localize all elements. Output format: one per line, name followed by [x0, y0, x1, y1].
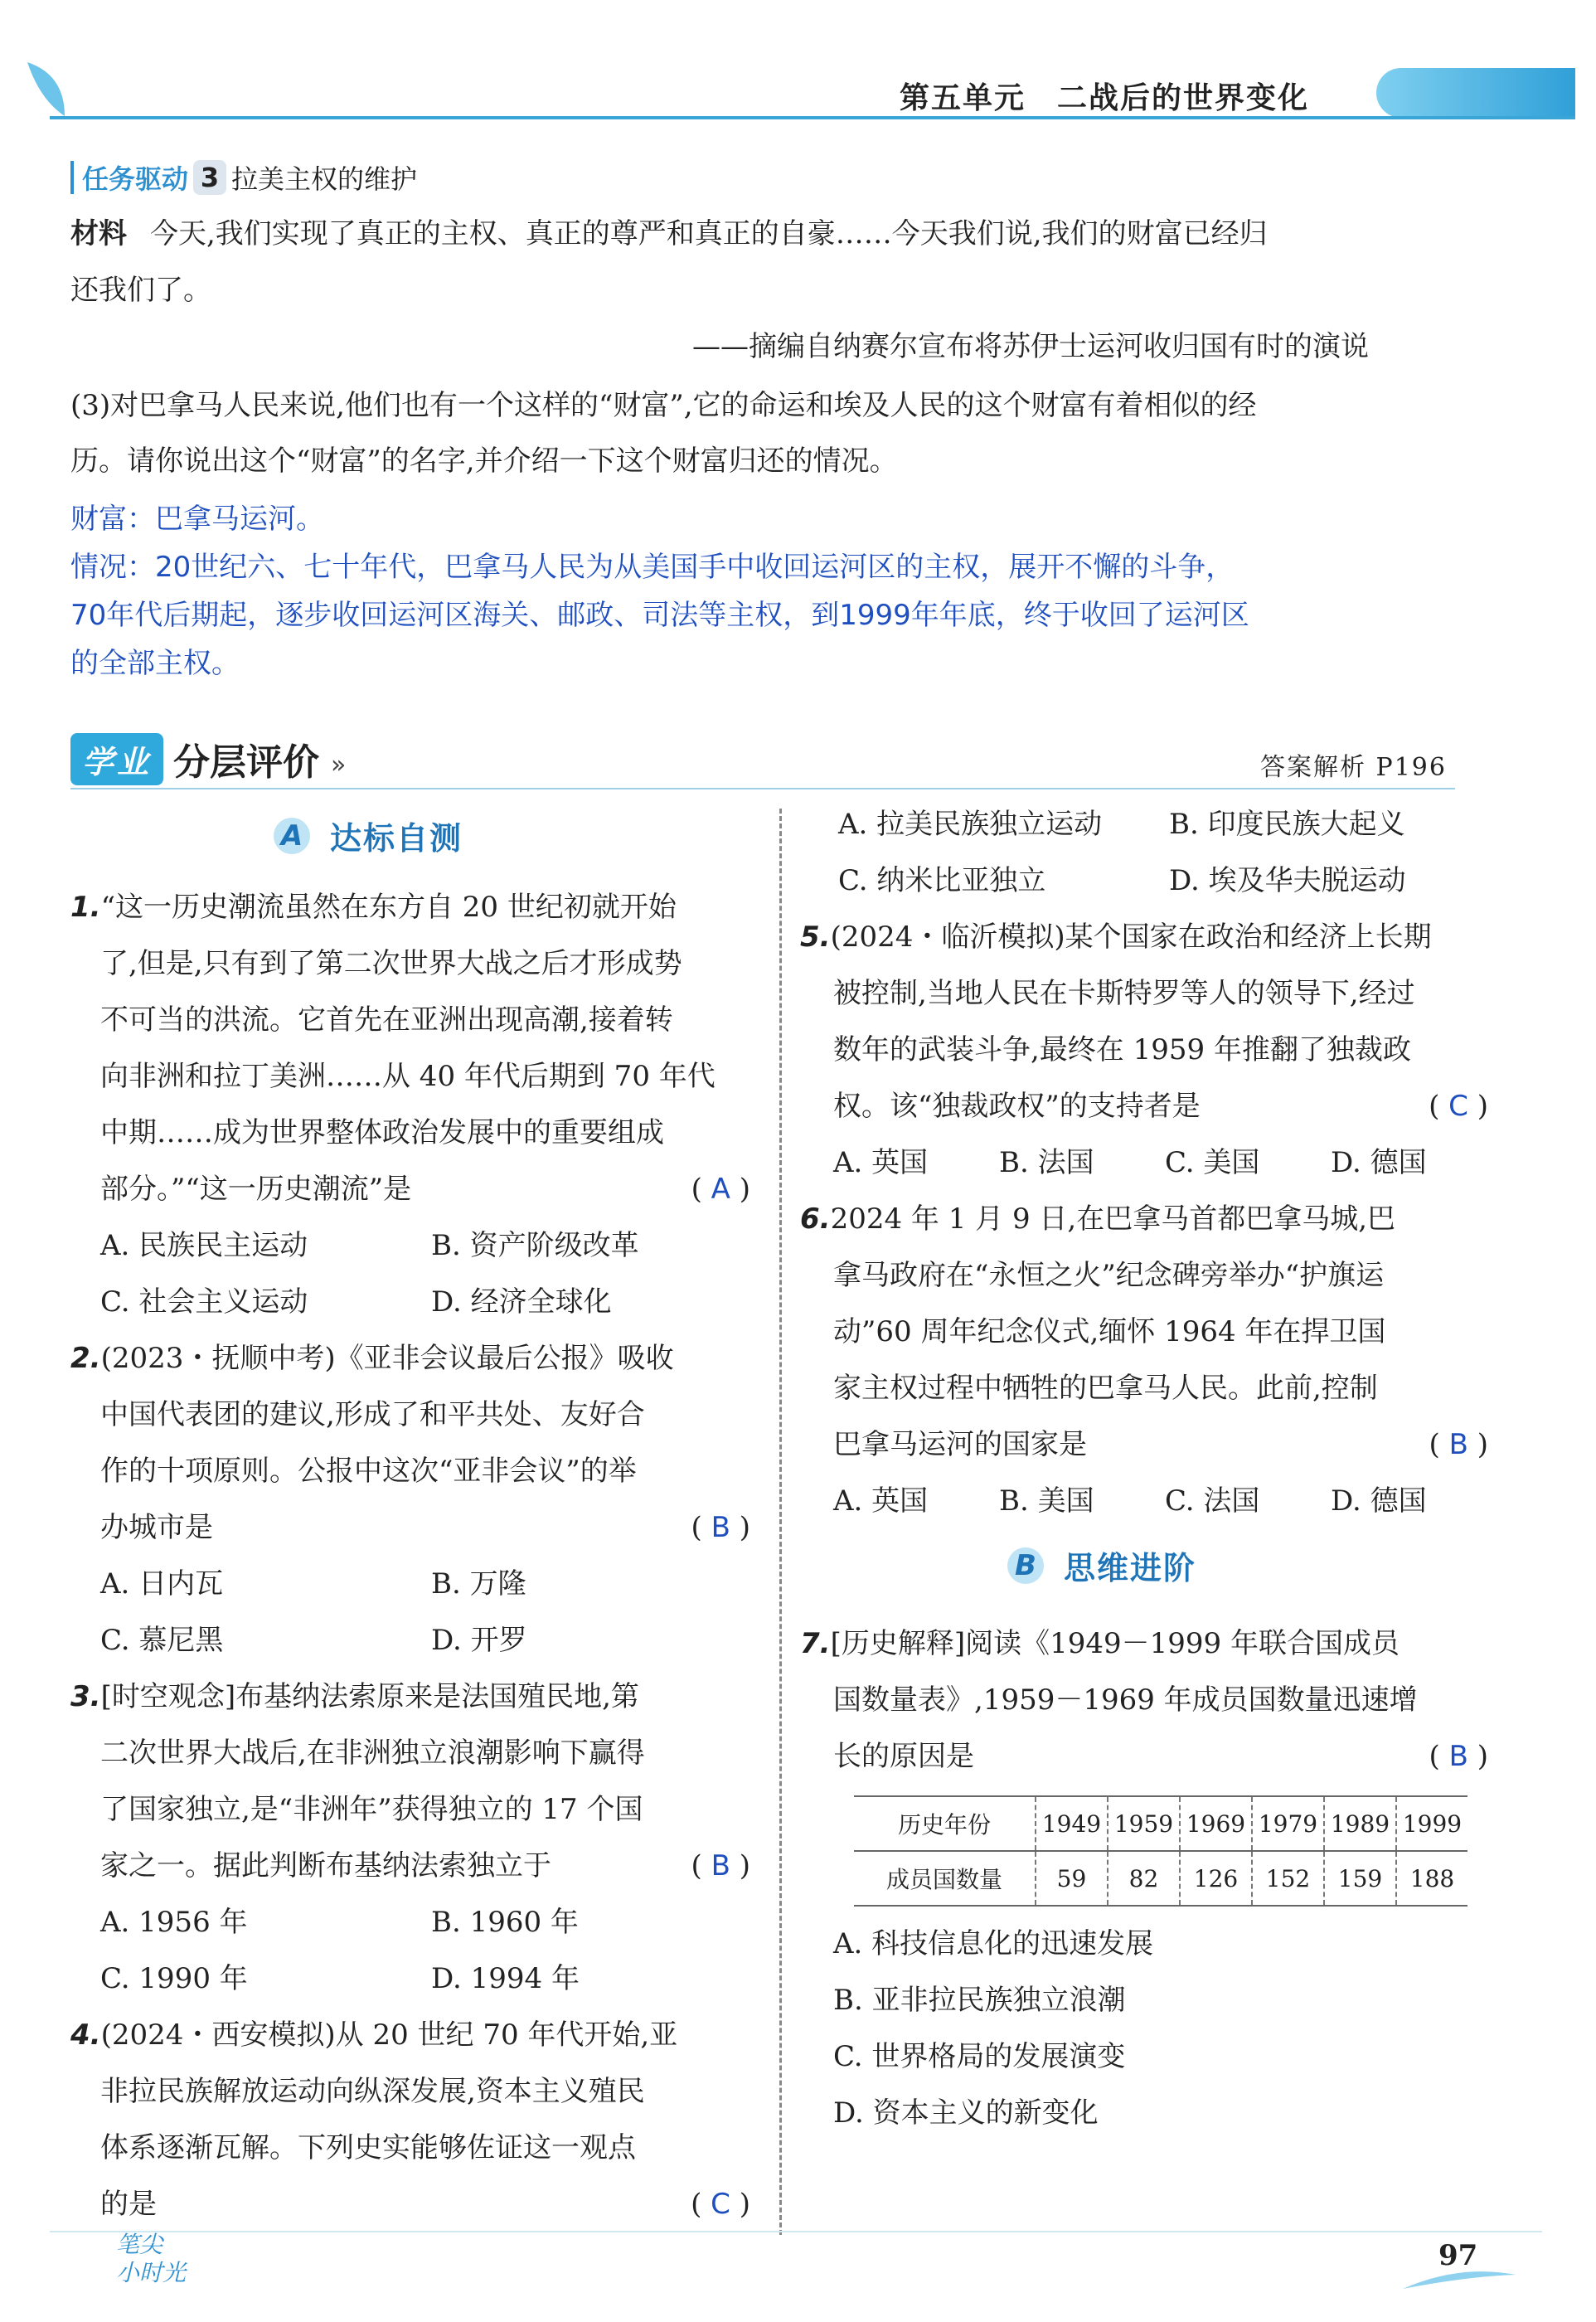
- question-7-line: [800, 1728, 1488, 1785]
- material-line-2: 还我们了。: [70, 274, 211, 307]
- answer-3-line-4: 的全部主权。: [70, 647, 240, 680]
- question-text: [历史解释]阅读《1949－1999 年联合国成员: [830, 1627, 1400, 1660]
- material-line-1: [70, 206, 1268, 262]
- question-3-line: 二次世界大战后,在非洲独立浪潮影响下赢得: [100, 1737, 645, 1770]
- question-7-options: [833, 1916, 1153, 2141]
- question-4-line: [70, 2176, 750, 2232]
- table-cell: 82: [1108, 1851, 1180, 1906]
- answer-3-line-1: 财富：巴拿马运河。: [70, 503, 324, 536]
- option: A. 拉美民族独立运动: [838, 808, 1103, 841]
- table-cell: 1979: [1252, 1796, 1324, 1851]
- question-text: (2024・临沂模拟)某个国家在政治和经济上长期: [830, 921, 1432, 954]
- question-number: 4.: [70, 2018, 101, 2052]
- option: D. 德国: [1331, 1146, 1427, 1179]
- option: C. 慕尼黑: [100, 1624, 224, 1657]
- question-7-line: 国数量表》,1959－1969 年成员国数量迅速增: [833, 1683, 1418, 1717]
- answer-paren: ( B ): [691, 1511, 750, 1544]
- footer-brand-line-2: 小时光: [116, 2259, 187, 2286]
- task-number: 3: [193, 160, 226, 195]
- answer-letter: B: [711, 1511, 730, 1544]
- table-cell: 59: [1036, 1851, 1108, 1906]
- page-number: 97: [1438, 2239, 1478, 2272]
- question-2-line: 中国代表团的建议,形成了和平共处、友好合: [100, 1398, 645, 1431]
- question-text: 的是: [100, 2188, 157, 2221]
- options-row: [70, 1217, 750, 1274]
- question-number: 1.: [70, 891, 101, 924]
- option: A. 日内瓦: [100, 1567, 224, 1601]
- option: D. 经济全球化: [431, 1285, 612, 1319]
- question-3-choice: [70, 1669, 750, 2007]
- option: A. 英国: [833, 1484, 929, 1518]
- question-5-line: 被控制,当地人民在卡斯特罗等人的领导下,经过: [833, 977, 1415, 1010]
- question-6-line: 家主权过程中牺牲的巴拿马人民。此前,控制: [833, 1372, 1378, 1405]
- question-number: 3.: [70, 1680, 101, 1713]
- answer-3-line-2: 情况：20世纪六、七十年代，巴拿马人民为从美国手中收回运河区的主权，展开不懈的斗争，: [70, 551, 1235, 584]
- leaf-icon: [23, 58, 73, 124]
- table-cell: 1959: [1108, 1796, 1180, 1851]
- answer-3-line-3: 70年代后期起，逐步收回运河区海关、邮政、司法等主权，到1999年年底，终于收回了运河区: [70, 599, 1249, 632]
- question-6-line: 拿马政府在“永恒之火”纪念碑旁举办“护旗运: [833, 1259, 1385, 1292]
- option: D. 埃及华夫脱运动: [1169, 864, 1406, 897]
- table-cell: 152: [1252, 1851, 1324, 1906]
- option: D. 德国: [1331, 1484, 1427, 1518]
- question-3-line: [70, 1669, 750, 1725]
- answer-paren: ( C ): [1429, 1090, 1488, 1123]
- options-row: [70, 1274, 750, 1330]
- answer-letter: C: [711, 2188, 730, 2221]
- section-heading: [70, 730, 346, 788]
- question-2-line: [70, 1499, 750, 1556]
- question-text: 权。该“独裁政权”的支持者是: [833, 1090, 1201, 1123]
- option: D. 开罗: [431, 1624, 527, 1657]
- option: B. 印度民族大起义: [1169, 808, 1405, 841]
- feather-icon: [1401, 2268, 1517, 2293]
- answer-letter: B: [1448, 1428, 1468, 1461]
- question-1-line: 了,但是,只有到了第二次世界大战之后才形成势: [100, 947, 682, 980]
- question-number: 7.: [800, 1627, 831, 1660]
- option: B. 亚非拉民族独立浪潮: [833, 1984, 1126, 2017]
- answer-paren: ( B ): [1429, 1428, 1488, 1461]
- answer-paren: ( C ): [691, 2188, 750, 2221]
- question-5-line: [800, 1078, 1488, 1134]
- table-cell: 1989: [1324, 1796, 1396, 1851]
- table-cell: 历史年份: [854, 1796, 1036, 1851]
- section-badge: 学业: [70, 733, 163, 785]
- option: B. 万隆: [431, 1567, 526, 1601]
- question-1-line: 向非洲和拉丁美洲……从 40 年代后期到 70 年代: [100, 1060, 716, 1093]
- table-row: [854, 1796, 1467, 1851]
- option: C. 社会主义运动: [100, 1285, 308, 1319]
- double-chevron-icon: »: [331, 750, 347, 780]
- options-row: [808, 796, 1488, 853]
- option: C. 1990 年: [100, 1962, 248, 1995]
- question-text: (2024・西安模拟)从 20 世纪 70 年代开始,亚: [100, 2018, 678, 2052]
- options-row: [808, 853, 1488, 909]
- answer-paren: ( B ): [691, 1849, 750, 1882]
- question-4-line: 体系逐渐瓦解。下列史实能够佐证这一观点: [100, 2131, 636, 2164]
- material-label: 材料: [70, 217, 127, 250]
- question-text: “这一历史潮流虽然在东方自 20 世纪初就开始: [100, 891, 677, 924]
- question-4-line: [70, 2007, 750, 2063]
- answer-letter: A: [711, 1173, 730, 1206]
- option: C. 美国: [1165, 1146, 1260, 1179]
- table-cell: 126: [1180, 1851, 1252, 1906]
- question-7-line: [800, 1615, 1488, 1672]
- part-b-title: 思维进阶: [1064, 1550, 1197, 1586]
- question-5: [800, 909, 1488, 1191]
- question-1-line: [70, 879, 750, 935]
- question-2-line: 作的十项原则。公报中这次“亚非会议”的举: [100, 1455, 637, 1488]
- option: B. 资产阶级改革: [431, 1229, 639, 1262]
- question-5-line: 数年的武装斗争,最终在 1959 年推翻了独裁政: [833, 1033, 1411, 1066]
- options-row: [70, 1894, 750, 1950]
- options-row: [70, 1556, 750, 1612]
- table-cell: 1949: [1036, 1796, 1108, 1851]
- option: D. 资本主义的新变化: [833, 2096, 1099, 2130]
- answer-letter: B: [1448, 1740, 1468, 1773]
- options-row: [70, 1950, 750, 2007]
- option: A. 科技信息化的迅速发展: [833, 1927, 1154, 1960]
- question-1-line: 不可当的洪流。它首先在亚洲出现高潮,接着转: [100, 1003, 673, 1037]
- task-label: 任务驱动: [82, 163, 189, 195]
- option: A. 民族民主运动: [100, 1229, 308, 1262]
- column-divider: [779, 809, 782, 2235]
- question-6-line: [800, 1191, 1488, 1247]
- answer-reference: 答案解析 P196: [1260, 753, 1447, 782]
- answer-letter: C: [1448, 1090, 1468, 1123]
- header-decoration: [1376, 68, 1575, 118]
- question-2: [70, 1330, 750, 1669]
- footer-brand: [116, 2231, 186, 2287]
- question-7: [800, 1615, 1488, 1785]
- table-cell: 1999: [1396, 1796, 1467, 1851]
- question-6-line: [800, 1416, 1488, 1473]
- question-number: 6.: [800, 1202, 831, 1236]
- question-3-line-2: 历。请你说出这个“财富”的名字,并介绍一下这个财富归还的情况。: [70, 444, 898, 478]
- question-3-line: [70, 1838, 750, 1894]
- task-heading: [70, 158, 417, 197]
- answer-letter: B: [711, 1849, 730, 1882]
- options-row: [800, 1473, 1488, 1529]
- un-member-table: [854, 1795, 1467, 1907]
- section-rule: [70, 788, 1455, 789]
- question-5-line: [800, 909, 1488, 965]
- options-row: [70, 1612, 750, 1669]
- option: C. 纳米比亚独立: [838, 864, 1046, 897]
- question-number: 5.: [800, 921, 831, 954]
- table-cell: 188: [1396, 1851, 1467, 1906]
- part-a-title: 达标自测: [330, 820, 463, 857]
- question-3-line-1: (3)对巴拿马人民来说,他们也有一个这样的“财富”,它的命运和埃及人民的这个财富有着相似的经: [70, 389, 1257, 422]
- options-row: [800, 1134, 1488, 1191]
- part-a-badge: A: [274, 818, 310, 854]
- question-1-line: 中期……成为世界整体政治发展中的重要组成: [100, 1116, 664, 1149]
- option: B. 1960 年: [431, 1906, 579, 1939]
- footer-rule: [50, 2231, 1542, 2232]
- option: C. 法国: [1165, 1484, 1260, 1518]
- part-a-heading: [274, 813, 463, 858]
- option: B. 美国: [999, 1484, 1094, 1518]
- material-source: ——摘编自纳赛尔宣布将苏伊士运河收归国有时的演说: [692, 330, 1369, 363]
- question-2-line: [70, 1330, 750, 1387]
- table-cell: 成员国数量: [854, 1851, 1036, 1906]
- part-b-heading: [1007, 1542, 1196, 1588]
- question-text: 巴拿马运河的国家是: [833, 1428, 1087, 1461]
- material-text-1: 今天,我们实现了真正的主权、真正的尊严和真正的自豪……今天我们说,我们的财富已经归: [150, 217, 1268, 250]
- question-text: 办城市是: [100, 1511, 213, 1544]
- task-title: 拉美主权的维护: [231, 163, 418, 195]
- question-text: 部分。”“这一历史潮流”是: [100, 1173, 412, 1206]
- question-text: 2024 年 1 月 9 日,在巴拿马首都巴拿马城,巴: [830, 1202, 1396, 1236]
- task-bar: [70, 161, 74, 194]
- question-1-line: [70, 1161, 750, 1217]
- question-4-line: 非拉民族解放运动向纵深发展,资本主义殖民: [100, 2075, 645, 2108]
- answer-paren: ( B ): [1429, 1740, 1488, 1773]
- option: D. 1994 年: [431, 1962, 580, 1995]
- header-rule: [50, 116, 1575, 119]
- table-cell: 1969: [1180, 1796, 1252, 1851]
- table-row: [854, 1851, 1467, 1906]
- question-1: [70, 879, 750, 1330]
- footer-brand-line-1: 笔尖: [116, 2231, 163, 2258]
- question-6: [800, 1191, 1488, 1529]
- option: A. 1956 年: [100, 1906, 248, 1939]
- part-b-badge: B: [1007, 1547, 1044, 1584]
- question-text: 长的原因是: [833, 1740, 974, 1773]
- question-text: (2023・抚顺中考)《亚非会议最后公报》吸收: [100, 1342, 674, 1375]
- table-cell: 159: [1324, 1851, 1396, 1906]
- question-6-line: 动”60 周年纪念仪式,缅怀 1964 年在捍卫国: [833, 1315, 1386, 1348]
- question-4: [70, 2007, 750, 2232]
- unit-title: 第五单元 二战后的世界变化: [900, 81, 1310, 115]
- answer-paren: ( A ): [691, 1173, 750, 1206]
- question-number: 2.: [70, 1342, 101, 1375]
- question-text: 家之一。据此判断布基纳法索独立于: [100, 1849, 551, 1882]
- question-4-options: [808, 796, 1488, 909]
- section-title: 分层评价: [173, 741, 320, 784]
- option: B. 法国: [999, 1146, 1094, 1179]
- question-text: [时空观念]布基纳法索原来是法国殖民地,第: [100, 1680, 639, 1713]
- option: A. 英国: [833, 1146, 929, 1179]
- option: C. 世界格局的发展演变: [833, 2040, 1126, 2073]
- question-3-line: 了国家独立,是“非洲年”获得独立的 17 个国: [100, 1793, 643, 1826]
